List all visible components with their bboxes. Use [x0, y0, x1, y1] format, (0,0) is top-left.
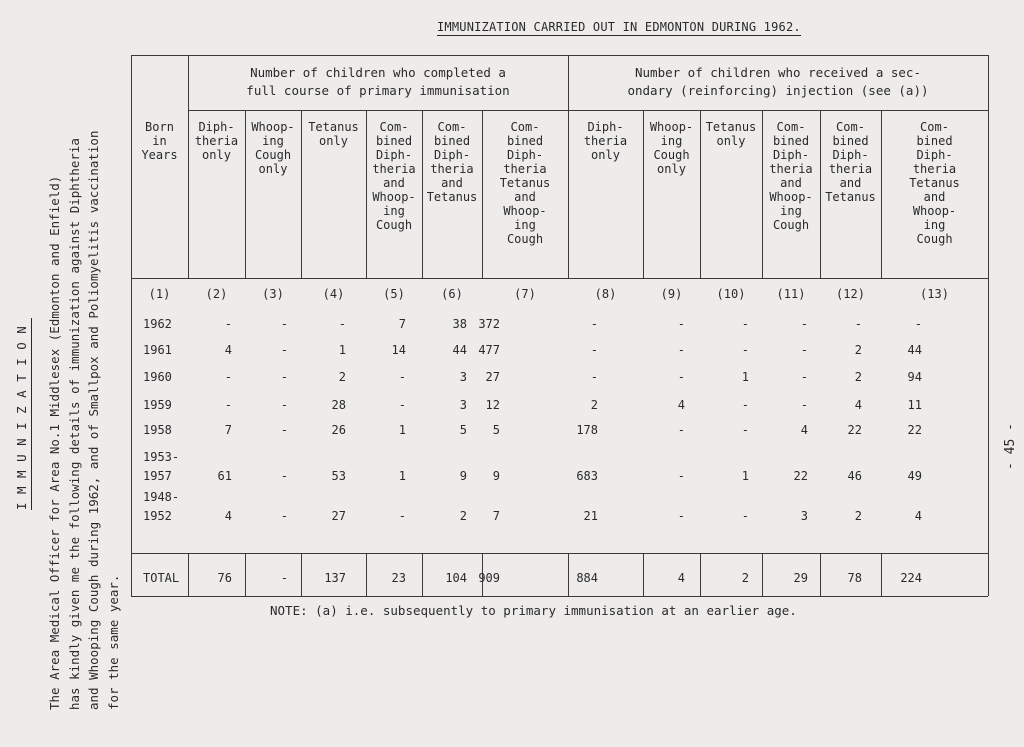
- row-year: 1960: [143, 370, 172, 384]
- total-cell: 2: [741, 571, 749, 585]
- total-cell: 224: [900, 571, 922, 585]
- table-cell: -: [338, 317, 346, 331]
- table-cell: 9: [459, 469, 467, 483]
- table-cell: 4: [914, 509, 922, 523]
- table-cell: -: [398, 509, 406, 523]
- table-vline: [188, 553, 189, 596]
- table-cell: 7: [492, 509, 500, 523]
- column-header: Com- bined Diph- theria and Whoop- ing Cough: [372, 120, 416, 232]
- row-year: 1948- 1952: [143, 490, 180, 523]
- table-cell: 4: [677, 398, 685, 412]
- column-header: Tetanus only: [308, 120, 359, 148]
- total-cell: 884: [576, 571, 598, 585]
- column-header: Diph- theria only: [583, 120, 628, 162]
- column-number: (12): [836, 287, 865, 301]
- group-header-primary: Number of children who completed a full course of primary immunisation: [246, 65, 510, 98]
- table-cell: 21: [583, 509, 598, 523]
- table-cell: 22: [847, 423, 862, 437]
- table-cell: -: [280, 317, 288, 331]
- table-cell: -: [677, 343, 685, 357]
- column-number: (1): [148, 287, 171, 301]
- table-cell: 7: [398, 317, 406, 331]
- table-cell: 12: [485, 398, 500, 412]
- table-cell: 46: [847, 469, 862, 483]
- table-cell: 683: [576, 469, 598, 483]
- table-cell: 44: [452, 343, 467, 357]
- table-cell: 61: [217, 469, 232, 483]
- table-cell: -: [224, 370, 232, 384]
- table-cell: -: [741, 423, 749, 437]
- column-number: (13): [920, 287, 949, 301]
- group-header-secondary: Number of children who received a sec- ondary (reinforcing) injection (see (a)): [627, 65, 929, 98]
- total-cell: 104: [445, 571, 467, 585]
- total-label: TOTAL: [143, 571, 180, 585]
- table-vline: [820, 553, 821, 596]
- table-cell: -: [741, 317, 749, 331]
- table-vline: [422, 553, 423, 596]
- table-cell: -: [677, 317, 685, 331]
- table-vline: [762, 553, 763, 596]
- table-cell: -: [280, 343, 288, 357]
- intro-line: for the same year.: [105, 574, 121, 710]
- column-header: Whoop- ing Cough only: [649, 120, 694, 176]
- table-cell: 2: [338, 370, 346, 384]
- table-vline: [643, 553, 644, 596]
- table-cell: 22: [793, 469, 808, 483]
- table-hline: [131, 55, 988, 56]
- column-number: (8): [594, 287, 617, 301]
- column-number: (2): [205, 287, 228, 301]
- table-cell: 28: [331, 398, 346, 412]
- column-header: Com- bined Diph- theria and Tetanus: [426, 120, 478, 204]
- total-cell: -: [280, 571, 288, 585]
- table-cell: 2: [854, 509, 862, 523]
- column-number: (6): [441, 287, 463, 301]
- table-cell: 9: [492, 469, 500, 483]
- table-cell: 3: [459, 398, 467, 412]
- table-cell: -: [590, 317, 598, 331]
- table-cell: 2: [590, 398, 598, 412]
- table-cell: -: [800, 370, 808, 384]
- table-cell: -: [800, 398, 808, 412]
- table-vline: [245, 553, 246, 596]
- column-number: (5): [383, 287, 405, 301]
- table-cell: 1: [398, 469, 406, 483]
- table-cell: 1: [741, 469, 749, 483]
- column-header: Diph- theria only: [194, 120, 239, 162]
- total-cell: 909: [478, 571, 500, 585]
- column-number: (4): [322, 287, 345, 301]
- table-cell: -: [800, 317, 808, 331]
- table-cell: -: [677, 423, 685, 437]
- table-cell: 2: [459, 509, 467, 523]
- column-number: (10): [716, 287, 746, 301]
- table-cell: 4: [800, 423, 808, 437]
- table-cell: 27: [331, 509, 346, 523]
- table-cell: 7: [224, 423, 232, 437]
- table-cell: 2: [854, 370, 862, 384]
- table-cell: 1: [398, 423, 406, 437]
- table-cell: -: [677, 469, 685, 483]
- table-cell: 49: [907, 469, 922, 483]
- column-header: Com- bined Diph- theria Tetanus and Whoop- ing Cough: [909, 120, 960, 246]
- column-number: (3): [262, 287, 284, 301]
- column-header: Tetanus only: [705, 120, 757, 148]
- row-year: 1953- 1957: [143, 450, 180, 483]
- table-vline: [301, 553, 302, 596]
- table-cell: 4: [854, 398, 862, 412]
- table-cell: 4: [224, 343, 232, 357]
- intro-line: and Whooping Cough during 1962, and of Smallpox and Poliomyelitis vaccination: [86, 130, 101, 710]
- table-cell: 372: [478, 317, 500, 331]
- table-vline: [568, 553, 569, 596]
- table-vline: [881, 553, 882, 596]
- table-cell: -: [677, 370, 685, 384]
- table-cell: 14: [391, 343, 406, 357]
- table-hline: [131, 278, 988, 279]
- table-cell: -: [280, 469, 288, 483]
- table-cell: -: [224, 317, 232, 331]
- table-cell: -: [280, 398, 288, 412]
- table-vline: [366, 553, 367, 596]
- table-cell: -: [398, 370, 406, 384]
- table-cell: -: [741, 509, 749, 523]
- table-cell: 53: [331, 469, 346, 483]
- table-cell: 3: [800, 509, 808, 523]
- total-cell: 78: [847, 571, 862, 585]
- row-year: 1962: [143, 317, 172, 331]
- column-number: (11): [776, 287, 806, 301]
- row-year: 1961: [143, 343, 172, 357]
- table-cell: 38: [452, 317, 467, 331]
- table-cell: -: [280, 509, 288, 523]
- total-cell: 137: [324, 571, 346, 585]
- table-cell: 44: [907, 343, 922, 357]
- table-cell: 26: [331, 423, 346, 437]
- table-cell: 178: [576, 423, 598, 437]
- table-cell: 1: [338, 343, 346, 357]
- table-cell: 5: [459, 423, 467, 437]
- table-cell: -: [800, 343, 808, 357]
- table-vline: [700, 553, 701, 596]
- document-title: IMMUNIZATION CARRIED OUT IN EDMONTON DURING 1962.: [437, 20, 801, 34]
- column-header: Com- bined Diph- theria and Whoop- ing Cough: [769, 120, 813, 232]
- table-cell: 22: [907, 423, 922, 437]
- table-hline: [131, 553, 988, 554]
- table-cell: -: [280, 423, 288, 437]
- intro-line: The Area Medical Officer for Area No.1 Middlesex (Edmonton and Enfield): [47, 175, 62, 710]
- table-note: NOTE: (a) i.e. subsequently to primary immunisation at an earlier age.: [270, 603, 797, 618]
- column-header: Whoop- ing Cough only: [251, 120, 295, 176]
- intro-line: has kindly given me the following details of immunization against Diphtheria: [66, 138, 82, 710]
- total-cell: 4: [677, 571, 685, 585]
- column-header: Com- bined Diph- theria and Tetanus: [825, 120, 876, 204]
- table-cell: -: [224, 398, 232, 412]
- table-cell: 1: [741, 370, 749, 384]
- row-year: 1959: [143, 398, 172, 412]
- table-cell: -: [741, 398, 749, 412]
- table-cell: -: [590, 370, 598, 384]
- table-vline: [988, 55, 989, 596]
- row-year: 1958: [143, 423, 172, 437]
- table-cell: -: [677, 509, 685, 523]
- table-hline: [131, 596, 988, 597]
- total-cell: 76: [217, 571, 232, 585]
- column-number: (9): [660, 287, 683, 301]
- table-cell: -: [590, 343, 598, 357]
- column-number: (7): [514, 287, 536, 301]
- table-cell: -: [914, 317, 922, 331]
- table-cell: 5: [492, 423, 500, 437]
- table-cell: -: [280, 370, 288, 384]
- total-cell: 29: [793, 571, 808, 585]
- column-header: Born in Years: [141, 120, 178, 162]
- table-cell: -: [854, 317, 862, 331]
- column-header: Com- bined Diph- theria Tetanus and Whoop- ing Cough: [499, 120, 551, 246]
- table-cell: 2: [854, 343, 862, 357]
- table-cell: -: [398, 398, 406, 412]
- table-cell: -: [741, 343, 749, 357]
- table-cell: 477: [478, 343, 500, 357]
- total-cell: 23: [391, 571, 406, 585]
- table-cell: 3: [459, 370, 467, 384]
- table-cell: 4: [224, 509, 232, 523]
- table-hline: [188, 110, 988, 111]
- table-cell: 27: [485, 370, 500, 384]
- side-heading: IMMUNIZATION: [14, 318, 32, 510]
- table-cell: 11: [907, 398, 922, 412]
- table-cell: 94: [907, 370, 922, 384]
